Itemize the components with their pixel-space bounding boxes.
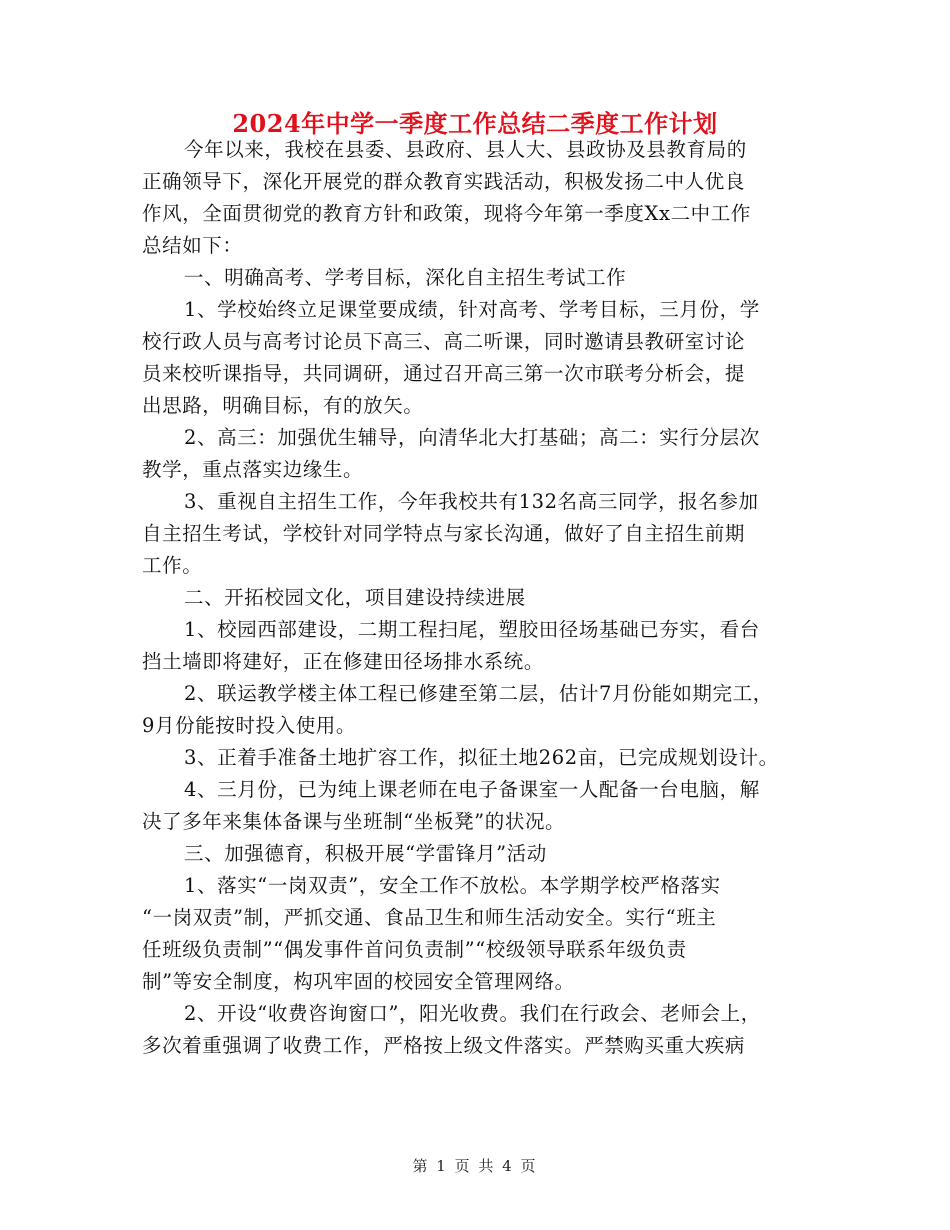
text-line: 员来校听课指导，共同调研，通过召开高三第一次市联考分析会，提 [142,362,746,385]
text-line: 一、明确高考、学考目标，深化自主招生考试工作 [184,266,627,289]
text-line: 多次着重强调了收费工作，严格按上级文件落实。严禁购买重大疾病 [142,1034,746,1057]
text-line: 总结如下： [142,234,243,257]
page-footer: 第 1 页 共 4 页 [412,1157,538,1175]
text-line: 校行政人员与高考讨论员下高三、高二听课，同时邀请县教研室讨论 [142,330,746,353]
text-line: 1、落实“一岗双责”，安全工作不放松。本学期学校严格落实 [184,874,721,897]
text-line: 三、加强德育，积极开展“学雷锋月”活动 [184,842,547,865]
text-line: 决了多年来集体备课与坐班制“坐板凳”的状况。 [142,810,566,833]
text-line: 工作。 [142,554,203,577]
text-line: 今年以来，我校在县委、县政府、县人大、县政协及县教育局的 [184,138,747,161]
text-line: 2、高三：加强优生辅导，向清华北大打基础；高二：实行分层次 [184,426,760,449]
text-line: 教学，重点落实边缘生。 [142,458,364,481]
text-line: 3、重视自主招生工作，今年我校共有132名高三同学，报名参加 [184,490,759,513]
text-line: 2、开设“收费咨询窗口”，阳光收费。我们在行政会、老师会上， [184,1002,761,1025]
text-line: 任班级负责制”“偶发事件首问负责制”“校级领导联系年级负责 [142,938,687,961]
document-title: 2024年中学一季度工作总结二季度工作计划 [232,109,718,138]
document-body [142,134,810,1062]
text-line: “一岗双责”制，严抓交通、食品卫生和师生活动安全。实行“班主 [142,906,717,929]
text-line: 1、学校始终立足课堂要成绩，针对高考、学考目标，三月份，学 [184,298,760,321]
text-line: 1、校园西部建设，二期工程扫尾，塑胶田径场基础已夯实，看台 [184,618,760,641]
text-line: 出思路，明确目标，有的放矢。 [142,394,424,417]
text-line: 3、正着手准备土地扩容工作，拟征土地262亩，已完成规划设计。 [184,746,779,769]
text-line: 挡土墙即将建好，正在修建田径场排水系统。 [142,650,545,673]
text-line: 二、开拓校园文化，项目建设持续进展 [184,586,526,609]
text-line: 正确领导下，深化开展党的群众教育实践活动，积极发扬二中人优良 [142,170,746,193]
text-line: 制”等安全制度，构巩牢固的校园安全管理网络。 [142,970,575,993]
text-line: 自主招生考试，学校针对同学特点与家长沟通，做好了自主招生前期 [142,522,746,545]
text-line: 作风，全面贯彻党的教育方针和政策，现将今年第一季度Xx二中工作 [142,202,751,225]
text-line: 4、三月份，已为纯上课老师在电子备课室一人配备一台电脑，解 [184,778,760,801]
text-line: 9月份能按时投入使用。 [142,714,357,737]
text-line: 2、联运教学楼主体工程已修建至第二层，估计7月份能如期完工， [184,682,773,705]
